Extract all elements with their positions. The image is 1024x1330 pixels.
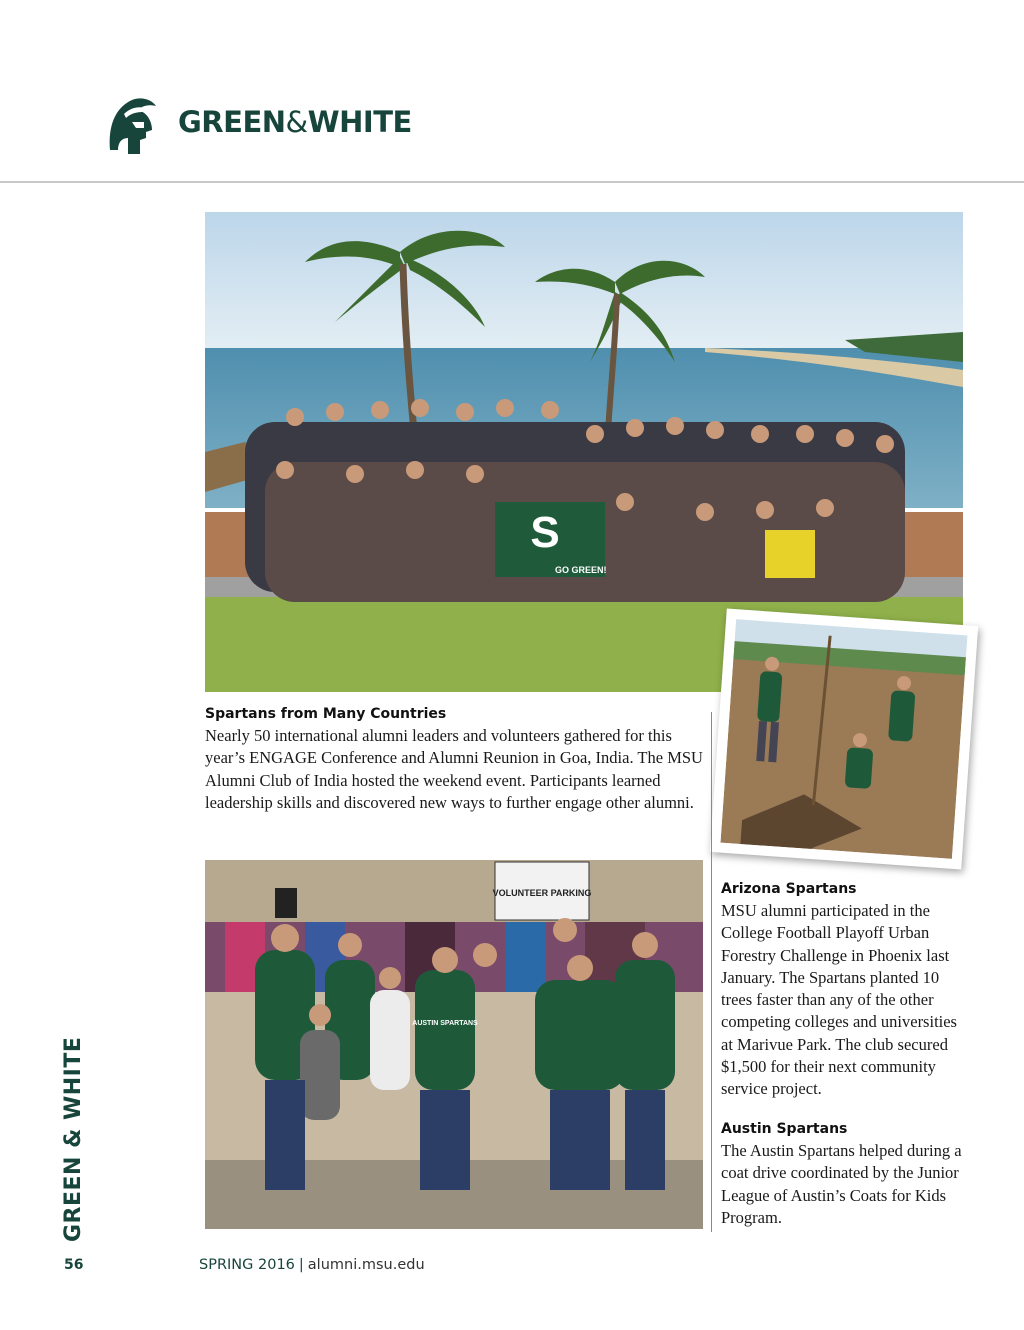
masthead-green: GREEN — [178, 105, 286, 139]
photo-arizona-tree-planting — [710, 609, 978, 870]
caption-arizona-body: MSU alumni participated in the College Football Playoff Urban Forestry Challenge in Phoenix last January. The Spartans planted 10 trees faster than any of the other competing colleges and universities at Marivue Park. The club secured $1,500 for their next community service project. — [721, 901, 957, 1099]
issue-label: SPRING 2016 — [199, 1257, 295, 1273]
footer-issue-line — [199, 1257, 425, 1273]
photo-austin-coat-drive — [205, 860, 703, 1229]
column-divider — [711, 712, 712, 1232]
footer-url-link[interactable]: alumni.msu.edu — [307, 1257, 425, 1273]
caption-goa-body: Nearly 50 international alumni leaders and volunteers gathered for this year’s ENGAGE Conference and Alumni Reunion in Goa, India. The MSU Alumni Club of India hosted the weekend event. Participants learned leadership skills and discovered new ways to further engage other alumni. — [205, 726, 703, 812]
caption-goa-title: Spartans from Many Countries — [205, 706, 447, 722]
caption-arizona-title: Arizona Spartans — [721, 881, 857, 897]
caption-austin-title: Austin Spartans — [721, 1121, 848, 1137]
footer-separator: | — [298, 1257, 304, 1273]
caption-austin-body: The Austin Spartans helped during a coat drive coordinated by the Junior League of Austin’s Coats for Kids Program. — [721, 1141, 962, 1227]
header-rule — [0, 181, 1024, 183]
caption-goa — [205, 705, 705, 814]
caption-arizona — [721, 880, 971, 1101]
svg-text:S: S — [530, 508, 560, 557]
page-number: 56 — [64, 1257, 84, 1273]
masthead-white: WHITE — [307, 105, 412, 139]
austin-shirt-text: AUSTIN SPARTANS — [412, 1020, 478, 1027]
masthead-title — [178, 104, 412, 140]
goa-banner-text: GO GREEN! — [555, 565, 607, 575]
caption-austin — [721, 1120, 971, 1229]
parking-sign-text: VOLUNTEER PARKING — [492, 888, 592, 898]
spartan-helmet-logo — [102, 92, 158, 158]
masthead-ampersand: & — [285, 105, 308, 139]
side-section-title: GREEN & WHITE — [61, 1036, 86, 1242]
